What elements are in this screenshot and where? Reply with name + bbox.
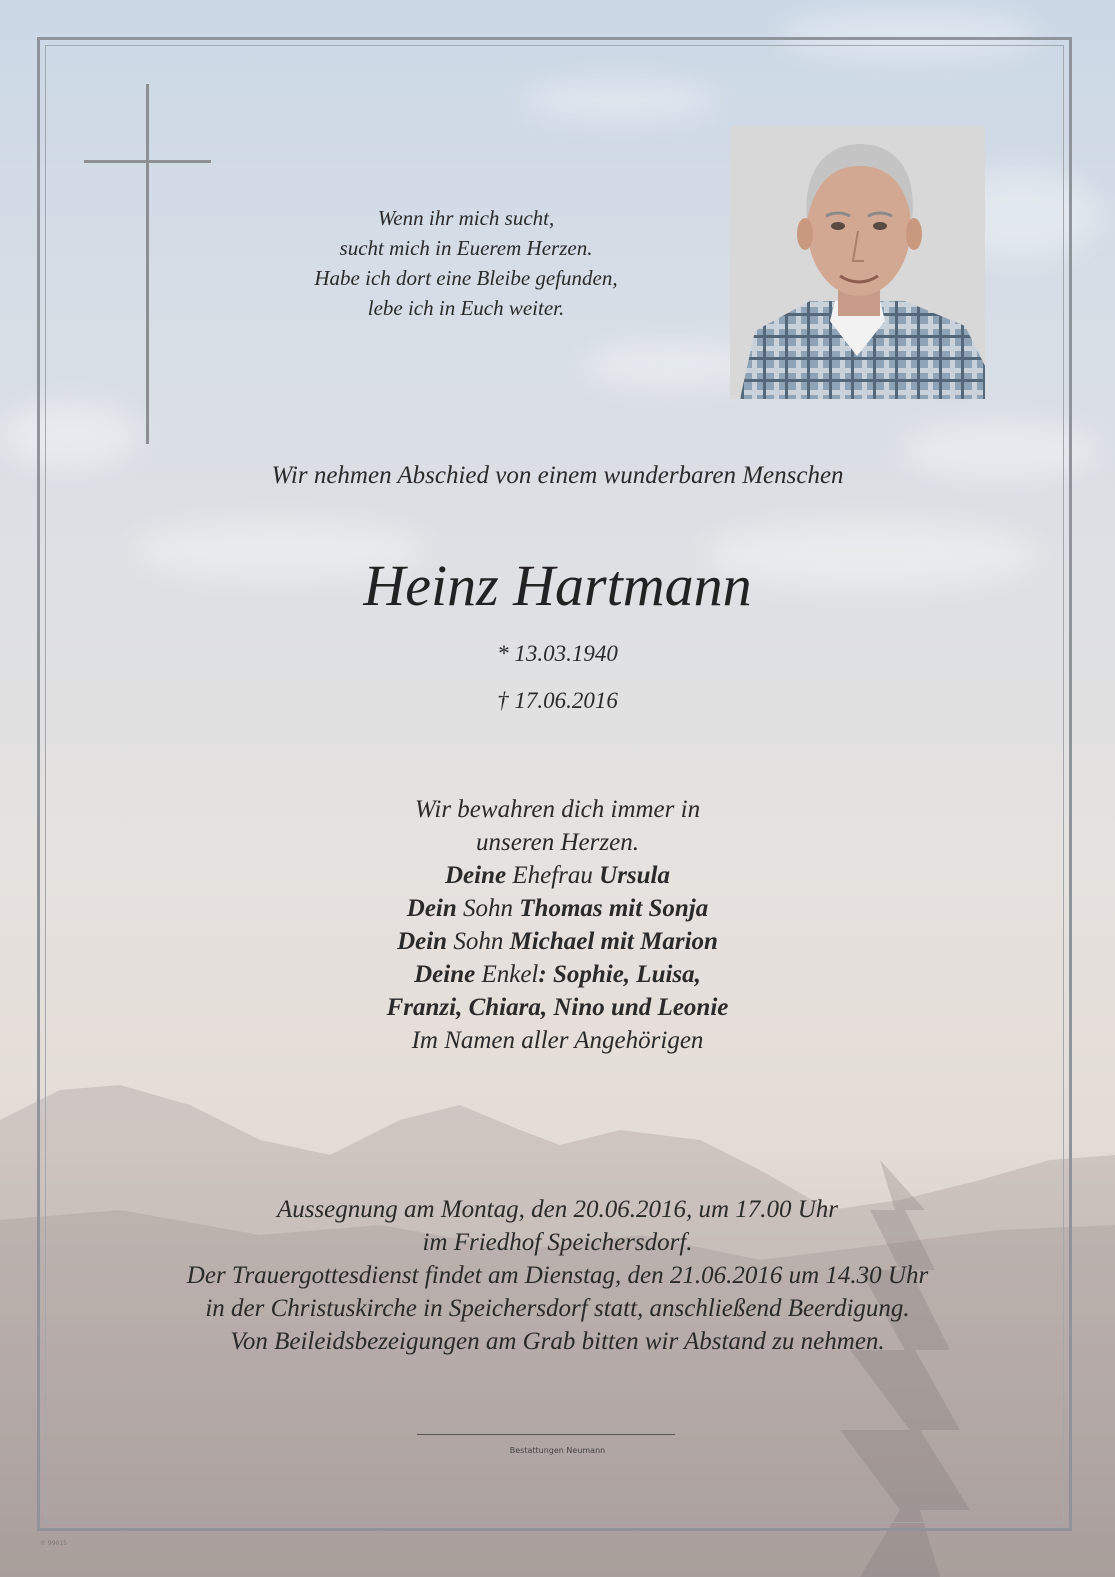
quote-line: lebe ich in Euch weiter. [367, 296, 565, 320]
deceased-name: Heinz Hartmann [363, 553, 752, 618]
death-date: † 17.06.2016 [497, 688, 618, 713]
service-notice [0, 1193, 1115, 1358]
funeral-home-name: Bestattungen Neumann [509, 1446, 606, 1455]
family-text-bold: Franzi, Chiara, Nino und Leonie [386, 994, 729, 1021]
family-text: Im Namen aller Angehörigen [411, 1027, 704, 1054]
birth-date: * 13.03.1940 [497, 641, 618, 666]
notice-line: Aussegnung am Montag, den 20.06.2016, um 17.00 Uhr [276, 1196, 839, 1223]
notice-line: Der Trauergottesdienst findet am Dienstag, den 21.06.2016 um 14.30 Uhr [186, 1262, 929, 1289]
family-text: Sohn [447, 928, 510, 955]
family-text-bold: : Sophie, Luisa, [538, 961, 701, 988]
family-line [0, 892, 1115, 925]
cross-horizontal-bar [84, 160, 211, 163]
family-text-bold: Deine [444, 862, 507, 889]
family-text-bold: Dein [397, 928, 448, 955]
notice-line: Von Beileidsbezeigungen am Grab bitten wir Abstand zu nehmen. [230, 1328, 885, 1355]
family-line [0, 793, 1115, 826]
family-text: Sohn [456, 895, 520, 922]
portrait-photo [730, 126, 985, 399]
family-text-bold: Ursula [599, 862, 671, 889]
family-signatures [0, 793, 1115, 1057]
family-text-bold: Michael mit Marion [509, 928, 718, 955]
family-line [0, 925, 1115, 958]
footer-code: © 99015 [40, 1540, 67, 1547]
family-text-bold: Thomas mit Sonja [519, 895, 709, 922]
quote-line: Habe ich dort eine Bleibe gefunden, [314, 266, 618, 290]
family-line [0, 1024, 1115, 1057]
family-line [0, 958, 1115, 991]
memorial-quote [236, 203, 696, 323]
family-text: Wir bewahren dich immer in [414, 796, 701, 823]
family-text: unseren Herzen. [476, 829, 639, 856]
farewell-line: Wir nehmen Abschied von einem wunderbaren Menschen [271, 462, 844, 489]
portrait-illustration [730, 126, 985, 399]
family-line [0, 991, 1115, 1024]
family-line [0, 826, 1115, 859]
family-text: Ehefrau [506, 862, 600, 889]
family-line [0, 859, 1115, 892]
notice-line: in der Christuskirche in Speichersdorf statt, anschließend Beerdigung. [205, 1295, 910, 1322]
family-text: Enkel [475, 961, 539, 988]
family-text-bold: Dein [406, 895, 457, 922]
notice-line: im Friedhof Speichersdorf. [422, 1229, 693, 1256]
quote-line: Wenn ihr mich sucht, [377, 206, 555, 230]
signature-line [417, 1434, 675, 1435]
family-text-bold: Deine [414, 961, 476, 988]
cross-vertical-bar [146, 84, 149, 444]
quote-line: sucht mich in Euerem Herzen. [339, 236, 593, 260]
